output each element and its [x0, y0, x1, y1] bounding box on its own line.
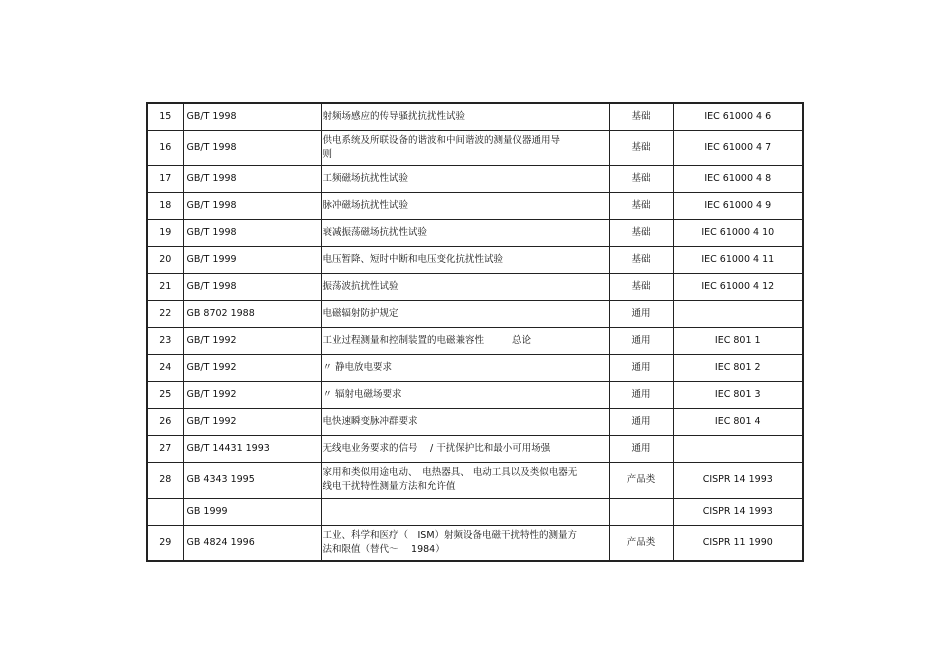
category: 通用 — [609, 327, 673, 354]
reference-standard: IEC 61000 4 7 — [673, 130, 803, 165]
table-row — [147, 462, 803, 498]
category: 基础 — [609, 165, 673, 192]
category: 基础 — [609, 130, 673, 165]
reference-standard: IEC 801 2 — [673, 354, 803, 381]
standard-code: GB/T 1992 — [183, 354, 321, 381]
standard-code: GB/T 1999 — [183, 246, 321, 273]
standard-code: GB 4824 1996 — [183, 525, 321, 561]
title-line: 工业过程测量和控制装置的电磁兼容性 — [322, 334, 485, 346]
title-suffix: 总论 — [512, 334, 532, 346]
category: 产品类 — [609, 525, 673, 561]
table-row — [147, 381, 803, 408]
standard-title — [321, 165, 609, 192]
standard-title — [321, 408, 609, 435]
table-row — [147, 246, 803, 273]
standard-title — [321, 435, 609, 462]
reference-standard: IEC 61000 4 10 — [673, 219, 803, 246]
standard-code: GB/T 1992 — [183, 408, 321, 435]
row-number: 22 — [147, 300, 183, 327]
standard-title — [321, 381, 609, 408]
title-line: 衰减振荡磁场抗扰性试验 — [322, 226, 428, 238]
table-row — [147, 273, 803, 300]
standard-code: GB/T 14431 1993 — [183, 435, 321, 462]
table-row — [147, 435, 803, 462]
standard-title — [321, 525, 609, 561]
category: 基础 — [609, 219, 673, 246]
category: 通用 — [609, 408, 673, 435]
table-row — [147, 408, 803, 435]
title-line: 振荡波抗扰性试验 — [322, 280, 399, 292]
category: 基础 — [609, 192, 673, 219]
standard-code: GB/T 1998 — [183, 165, 321, 192]
title-line: 脉冲磁场抗扰性试验 — [322, 199, 409, 211]
reference-standard: IEC 801 1 — [673, 327, 803, 354]
standard-code: GB/T 1998 — [183, 273, 321, 300]
row-number: 19 — [147, 219, 183, 246]
row-number: 17 — [147, 165, 183, 192]
category: 通用 — [609, 354, 673, 381]
table-row — [147, 130, 803, 165]
row-number: 29 — [147, 525, 183, 561]
standard-title — [321, 327, 609, 354]
standard-code: GB/T 1998 — [183, 219, 321, 246]
title-line-2: 法和限值（替代～ 1984） — [322, 543, 445, 555]
title-line: 电压暂降、短时中断和电压变化抗扰性试验 — [322, 253, 504, 265]
table-row — [147, 498, 803, 525]
reference-standard: IEC 61000 4 11 — [673, 246, 803, 273]
standard-title — [321, 103, 609, 130]
category — [609, 498, 673, 525]
row-number — [147, 498, 183, 525]
title-line: 供电系统及所联设备的谐波和中间谐波的测量仪器通用导 — [322, 134, 561, 146]
title-line-2: 则 — [322, 148, 333, 160]
title-line-2: 线电干扰特性测量方法和允许值 — [322, 481, 456, 492]
title-line: 家用和类似用途电动、 电热器具、 电动工具以及类似电器无 — [322, 467, 578, 478]
reference-standard: IEC 801 3 — [673, 381, 803, 408]
standard-title — [321, 300, 609, 327]
row-number: 26 — [147, 408, 183, 435]
standard-title — [321, 219, 609, 246]
row-number: 27 — [147, 435, 183, 462]
standard-code: GB/T 1992 — [183, 381, 321, 408]
reference-standard: CISPR 11 1990 — [673, 525, 803, 561]
title-line: 工业、科学和医疗（ ISM）射频设备电磁干扰特性的测量方 — [322, 529, 578, 541]
title-line: 电快速瞬变脉冲群要求 — [322, 415, 418, 427]
standard-title — [321, 498, 609, 525]
category: 基础 — [609, 246, 673, 273]
reference-standard: IEC 801 4 — [673, 408, 803, 435]
category: 通用 — [609, 300, 673, 327]
title-line: 工频磁场抗扰性试验 — [322, 172, 409, 184]
table-row — [147, 103, 803, 130]
title-line: 电磁辐射防护规定 — [322, 307, 399, 319]
row-number: 25 — [147, 381, 183, 408]
category: 产品类 — [609, 462, 673, 498]
table-row — [147, 327, 803, 354]
reference-standard: IEC 61000 4 6 — [673, 103, 803, 130]
standard-code: GB 8702 1988 — [183, 300, 321, 327]
row-number: 21 — [147, 273, 183, 300]
table-row — [147, 219, 803, 246]
standard-title — [321, 130, 609, 165]
category: 基础 — [609, 103, 673, 130]
title-line: 无线电业务要求的信号 / 干扰保护比和最小可用场强 — [322, 442, 551, 454]
reference-standard: CISPR 14 1993 — [673, 462, 803, 498]
standard-title — [321, 192, 609, 219]
table-row — [147, 354, 803, 381]
row-number: 24 — [147, 354, 183, 381]
reference-standard: IEC 61000 4 9 — [673, 192, 803, 219]
row-number: 23 — [147, 327, 183, 354]
title-line: 射频场感应的传导骚扰抗扰性试验 — [322, 110, 466, 122]
category: 通用 — [609, 381, 673, 408]
table-row — [147, 192, 803, 219]
standard-code: GB 4343 1995 — [183, 462, 321, 498]
standard-title — [321, 462, 609, 498]
reference-standard — [673, 300, 803, 327]
reference-standard: IEC 61000 4 12 — [673, 273, 803, 300]
reference-standard — [673, 435, 803, 462]
row-number: 18 — [147, 192, 183, 219]
category: 基础 — [609, 273, 673, 300]
row-number: 15 — [147, 103, 183, 130]
standards-table — [146, 102, 804, 562]
standard-title — [321, 246, 609, 273]
standard-code: GB/T 1998 — [183, 130, 321, 165]
row-number: 16 — [147, 130, 183, 165]
standard-code: GB/T 1992 — [183, 327, 321, 354]
standard-code: GB/T 1998 — [183, 192, 321, 219]
row-number: 28 — [147, 462, 183, 498]
standard-title — [321, 273, 609, 300]
reference-standard: IEC 61000 4 8 — [673, 165, 803, 192]
title-line: 〃 静电放电要求 — [322, 361, 393, 373]
title-line: 〃 辐射电磁场要求 — [322, 388, 402, 400]
row-number: 20 — [147, 246, 183, 273]
reference-standard: CISPR 14 1993 — [673, 498, 803, 525]
table-row — [147, 300, 803, 327]
table-row — [147, 525, 803, 561]
category: 通用 — [609, 435, 673, 462]
table-row — [147, 165, 803, 192]
standard-code: GB 1999 — [183, 498, 321, 525]
standard-title — [321, 354, 609, 381]
standard-code: GB/T 1998 — [183, 103, 321, 130]
